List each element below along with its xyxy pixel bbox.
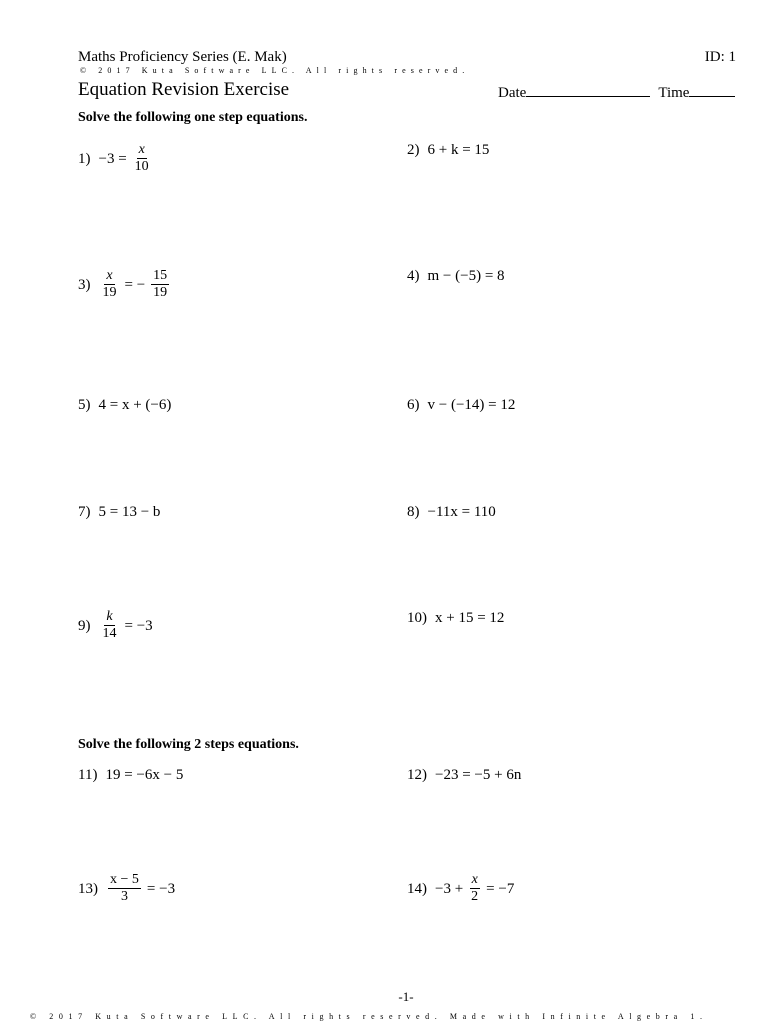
problem-number: 5) [78, 397, 91, 413]
problem-4 [407, 267, 505, 285]
problem-number: 7) [78, 504, 91, 520]
fraction [101, 268, 119, 301]
fraction [151, 268, 169, 301]
time-label: Time [658, 85, 690, 101]
page-number: -1- [398, 989, 414, 1004]
problem-number: 8) [407, 504, 420, 520]
equation: 19 = −6x − 5 [105, 767, 184, 783]
date-label: Date [498, 85, 527, 101]
equation: 6 + k = 15 [427, 142, 490, 158]
equation-mid: = − [124, 276, 146, 293]
problem-5 [78, 396, 171, 414]
page-title: Equation Revision Exercise [78, 79, 290, 100]
equation: m − (−5) = 8 [427, 268, 505, 284]
worksheet-series: Maths Proficiency Series (E. Mak) [78, 49, 287, 65]
equation: 5 = 13 − b [98, 504, 161, 520]
problem-number: 10) [407, 610, 427, 626]
problem-12 [407, 766, 521, 784]
equation: 4 = x + (−6) [98, 397, 172, 413]
equation: −23 = −5 + 6n [435, 767, 522, 783]
denominator: 3 [120, 889, 128, 904]
problem-11 [78, 766, 183, 784]
equation-rhs: = −7 [486, 880, 515, 897]
date-time-fields [498, 82, 735, 102]
fraction [469, 872, 480, 905]
problem-number: 11) [78, 767, 98, 783]
denominator: 10 [134, 159, 149, 174]
numerator: x [471, 872, 478, 887]
problem-number: 4) [407, 268, 420, 284]
problem-number: 3) [78, 276, 91, 293]
denominator: 19 [102, 285, 117, 300]
problem-number: 9) [78, 617, 91, 634]
problem-7 [78, 503, 160, 521]
equation: −11x = 110 [427, 504, 496, 520]
equation: x + 15 = 12 [435, 610, 505, 626]
problem-14 [407, 872, 514, 905]
problem-number: 12) [407, 767, 427, 783]
problem-6 [407, 396, 515, 414]
equation-rhs: = −3 [146, 880, 176, 897]
fraction [108, 872, 141, 905]
problem-number: 1) [78, 150, 91, 167]
problem-number: 2) [407, 142, 420, 158]
numerator: x [138, 142, 145, 157]
problem-13 [78, 872, 175, 905]
problem-number: 14) [407, 880, 427, 897]
problem-2 [407, 141, 489, 159]
problem-1 [78, 142, 153, 175]
numerator: 15 [153, 268, 168, 283]
denominator: 14 [102, 626, 117, 641]
problem-3 [78, 268, 171, 301]
copyright-bottom: © 2017 Kuta Software LLC. All rights reserved. Made with Infinite Algebra 1. [30, 1012, 708, 1021]
problem-number: 13) [78, 880, 98, 897]
problem-10 [407, 609, 504, 627]
numerator: k [106, 609, 113, 624]
equation-rhs: = −3 [124, 617, 153, 634]
date-blank[interactable] [526, 82, 650, 97]
denominator: 19 [153, 285, 168, 300]
problem-9 [78, 609, 153, 642]
copyright-top: © 2017 Kuta Software LLC. All rights reserved. [80, 66, 470, 75]
problem-8 [407, 503, 496, 521]
fraction [133, 142, 151, 175]
problem-number: 6) [407, 397, 420, 413]
section-heading-two-step: Solve the following 2 steps equations. [78, 737, 299, 752]
equation: v − (−14) = 12 [427, 397, 516, 413]
worksheet-id: ID: 1 [704, 49, 736, 65]
denominator: 2 [471, 889, 479, 904]
numerator: x − 5 [110, 872, 139, 887]
section-heading-one-step: Solve the following one step equations. [78, 110, 308, 125]
time-blank[interactable] [689, 82, 735, 97]
fraction [101, 609, 119, 642]
numerator: x [106, 268, 113, 283]
equation-lhs: −3 = [98, 150, 127, 167]
equation-lhs: −3 + [435, 880, 464, 897]
